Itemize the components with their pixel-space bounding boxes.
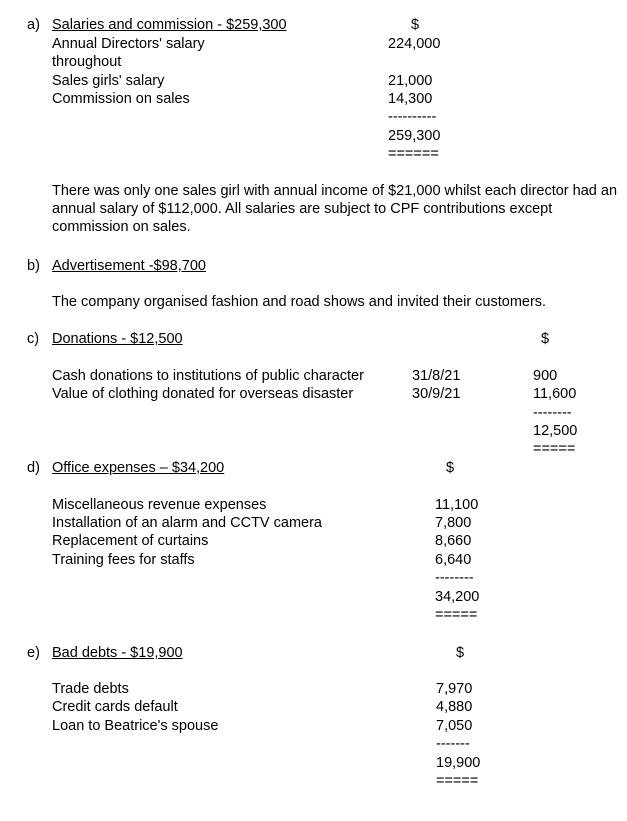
section-d-total: 34,200 [435,589,480,605]
section-a-currency: $ [410,17,420,33]
section-e-dash: ------- [436,736,470,752]
section-a-double-line: ====== [388,146,439,162]
section-a-total: 259,300 [388,128,441,144]
section-c-double-line: ===== [533,441,576,457]
section-e-total: 19,900 [436,755,481,771]
section-d-line4-label: Training fees for staffs [52,552,195,568]
section-a-heading: Salaries and commission - $259,300 [52,17,287,33]
section-c-line2-label: Value of clothing donated for overseas disaster [52,386,354,402]
section-e-letter: e) [27,645,40,661]
section-b-note: The company organised fashion and road shows and invited their customers. [52,294,547,310]
section-b-letter: b) [27,258,40,274]
section-d-line4-value: 6,640 [435,552,472,568]
section-d-double-line: ===== [435,607,478,623]
section-c-total: 12,500 [533,423,578,439]
section-d-line2-value: 7,800 [435,515,472,531]
section-c-heading: Donations - $12,500 [52,331,183,347]
section-c-line2-date: 30/9/21 [412,386,461,402]
section-c-letter: c) [27,331,40,347]
section-e-line1-label: Trade debts [52,681,129,697]
section-c-currency: $ [540,331,550,347]
section-e-line1-value: 7,970 [436,681,473,697]
section-b-heading: Advertisement -$98,700 [52,258,206,274]
section-e-line2-label: Credit cards default [52,699,178,715]
section-d-letter: d) [27,460,40,476]
section-c-line2-value: 11,600 [533,386,577,402]
section-a-note: There was only one sales girl with annual income of $21,000 whilst each director had an annual salary of $112,000. All salaries are subject to CPF contributions except commission on sales. [52,183,618,235]
section-a-line3-value: 14,300 [388,91,433,107]
section-d-line1-label: Miscellaneous revenue expenses [52,497,267,513]
section-c-line1-label: Cash donations to institutions of public character [52,368,364,384]
section-d-line1-value: 11,100 [435,497,479,513]
section-e-currency: $ [455,645,465,661]
section-c-line1-value: 900 [533,368,558,384]
section-e-line3-label: Loan to Beatrice's spouse [52,718,219,734]
section-c-line1-date: 31/8/21 [412,368,461,384]
section-a-line1-cont: throughout [52,54,122,70]
section-d-line3-value: 8,660 [435,533,472,549]
section-a-line1-value: 224,000 [388,36,441,52]
section-a-line3-label: Commission on sales [52,91,190,107]
section-a-dash: ---------- [388,109,437,125]
section-d-heading: Office expenses – $34,200 [52,460,225,476]
section-d-currency: $ [445,460,455,476]
section-c-dash: -------- [533,405,572,421]
section-a-line2-label: Sales girls' salary [52,73,165,89]
section-d-line2-label: Installation of an alarm and CCTV camera [52,515,322,531]
section-e-heading: Bad debts - $19,900 [52,645,183,661]
section-a-line1-label: Annual Directors' salary [52,36,205,52]
section-e-line3-value: 7,050 [436,718,473,734]
section-a-letter: a) [27,17,40,33]
section-d-line3-label: Replacement of curtains [52,533,209,549]
section-e-line2-value: 4,880 [436,699,473,715]
section-e-double-line: ===== [436,773,479,789]
section-d-dash: -------- [435,570,474,586]
section-a-line2-value: 21,000 [388,73,433,89]
